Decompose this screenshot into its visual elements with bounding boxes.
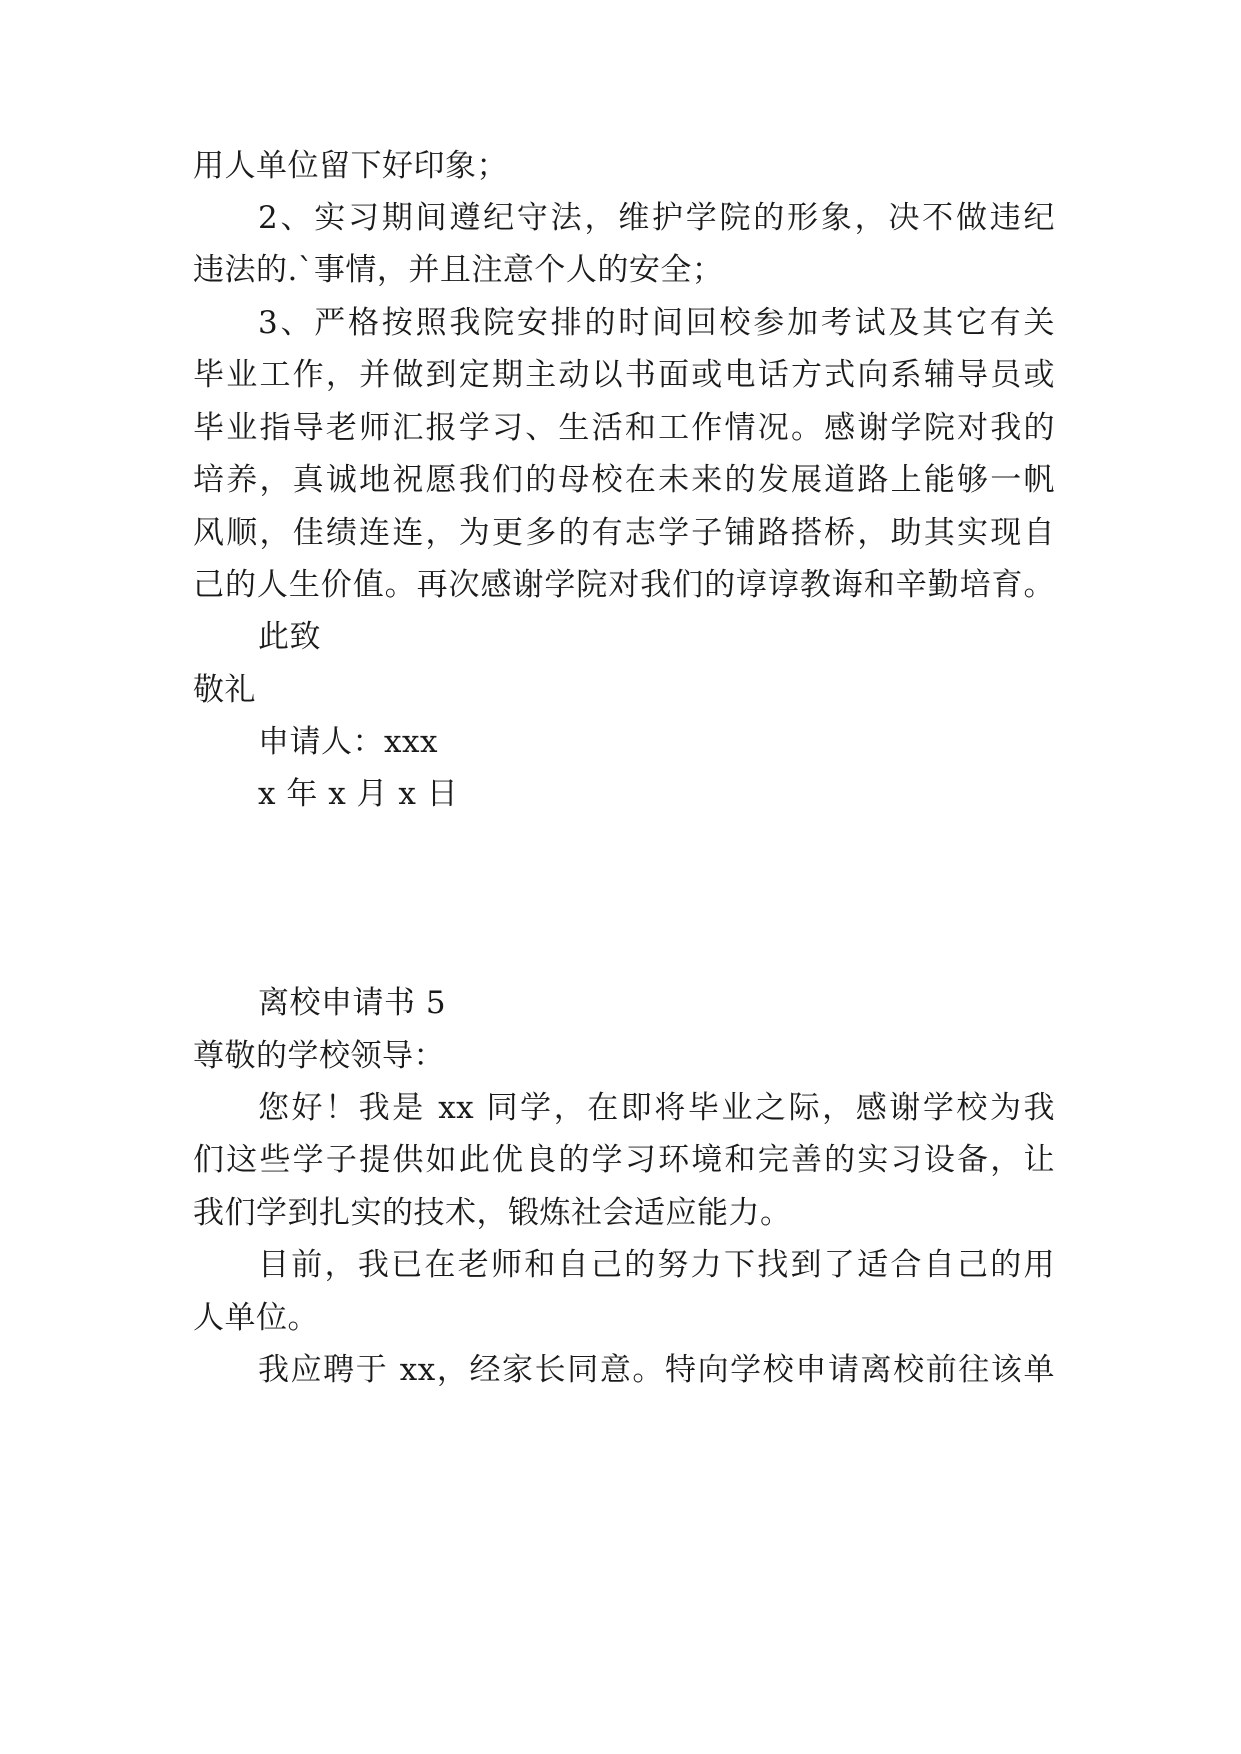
text-line: 人单位。 <box>193 1300 319 1336</box>
text-line: 们这些学子提供如此优良的学习环境和完善的实习设备，让 <box>193 1142 1055 1178</box>
text-line: 己的人生价值。再次感谢学院对我们的谆谆教诲和辛勤培育。 <box>193 567 1055 603</box>
closing-salutation: 敬礼 <box>193 672 256 708</box>
text-line: 3、严格按照我院安排的时间回校参加考试及其它有关 <box>258 305 1055 341</box>
date-line: x 年 x 月 x 日 <box>258 776 459 812</box>
applicant-signature: 申请人：xxx <box>258 724 438 760</box>
text-line: 违法的.`事情，并且注意个人的安全； <box>193 252 724 288</box>
text-line: 毕业指导老师汇报学习、生活和工作情况。感谢学院对我的 <box>193 410 1055 446</box>
text-line: 您好！我是 xx 同学，在即将毕业之际，感谢学校为我 <box>258 1090 1055 1126</box>
text-line: 培养，真诚地祝愿我们的母校在未来的发展道路上能够一帆 <box>193 462 1055 498</box>
text-line: 我们学到扎实的技术，锻炼社会适应能力。 <box>193 1195 792 1231</box>
text-line: 我应聘于 xx，经家长同意。特向学校申请离校前往该单 <box>258 1352 1055 1388</box>
salutation: 尊敬的学校领导： <box>193 1038 445 1074</box>
text-line: 2、实习期间遵纪守法，维护学院的形象，决不做违纪 <box>258 200 1055 236</box>
text-line: 风顺，佳绩连连，为更多的有志学子铺路搭桥，助其实现自 <box>193 515 1055 551</box>
section-title: 离校申请书 5 <box>258 985 447 1021</box>
text-line: 目前，我已在老师和自己的努力下找到了适合自己的用 <box>258 1247 1055 1283</box>
text-line: 毕业工作，并做到定期主动以书面或电话方式向系辅导员或 <box>193 357 1055 393</box>
closing-line: 此致 <box>258 619 321 655</box>
text-line: 用人单位留下好印象； <box>193 148 508 184</box>
